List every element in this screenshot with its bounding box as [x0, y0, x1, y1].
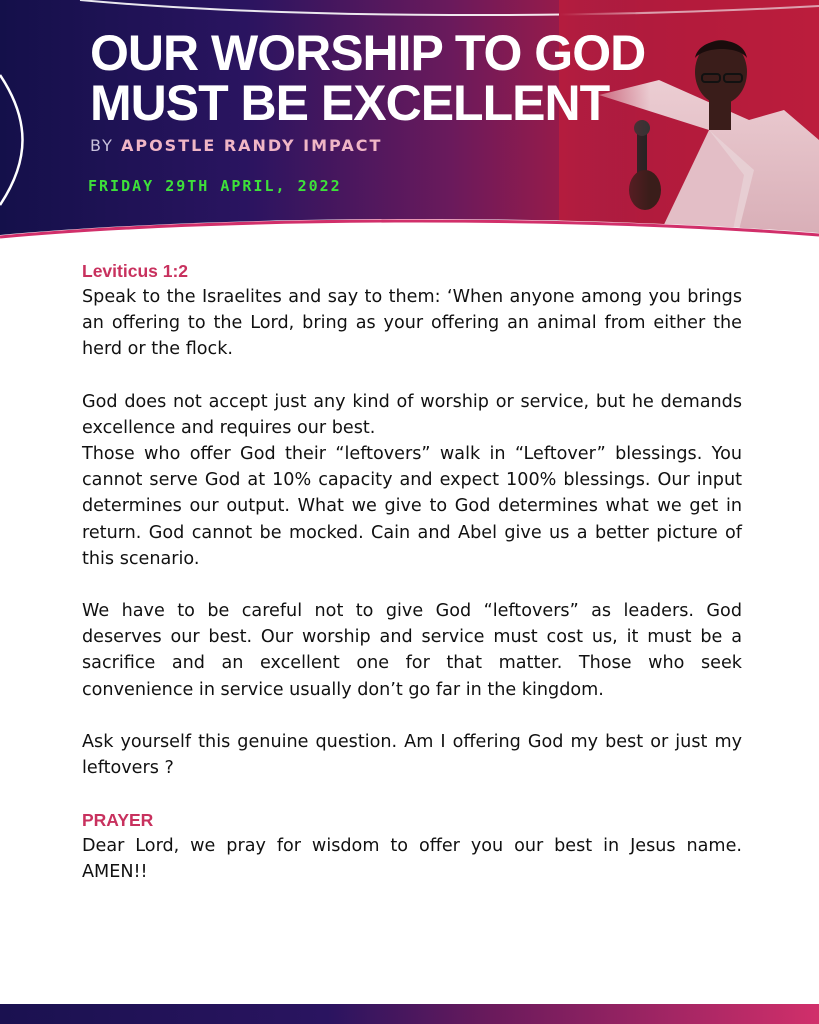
publish-date: FRIDAY 29TH APRIL, 2022 — [88, 177, 342, 195]
title-line-1: OUR WORSHIP TO GOD — [90, 25, 646, 81]
title-line-2: MUST BE EXCELLENT — [90, 75, 610, 131]
scripture-text: Speak to the Israelites and say to them: ‘When anyone among you brings an offering to the Lord, bring as your offering an animal from either the herd or the flock. — [82, 287, 742, 360]
body-paragraph: God does not accept just any kind of worship or service, but he demands excellence and requires our best. — [82, 391, 742, 438]
byline-prefix: BY — [90, 136, 114, 155]
page-title — [90, 25, 646, 131]
footer-bar — [0, 1004, 819, 1024]
body-paragraph: We have to be careful not to give God “leftovers” as leaders. God deserves our best. Our worship and service must cost us, it must be a sacrifice and an excellent one for that matter. Those who seek convenience in service usually don’t go far in the kingdom. — [82, 601, 742, 700]
body-paragraph: Ask yourself this genuine question. Am I offering God my best or just my leftovers ? — [82, 731, 742, 779]
byline — [90, 136, 382, 155]
body-paragraph: Those who offer God their “leftovers” walk in “Leftover” blessings. You cannot serve God at 10% capacity and expect 100% blessings. Our input determines our output. What we give to God determines what we get in return. God cannot be mocked. Cain and Abel give us a better picture of this scenario. — [82, 444, 742, 569]
prayer-heading: PRAYER — [82, 810, 154, 831]
scripture-reference: Leviticus 1:2 — [82, 261, 189, 281]
prayer-text: Dear Lord, we pray for wisdom to offer you our best in Jesus name. AMEN!! — [82, 836, 742, 883]
author-name: APOSTLE RANDY IMPACT — [120, 136, 383, 155]
header-wave-divider — [0, 205, 819, 265]
devotional-content — [82, 258, 742, 886]
